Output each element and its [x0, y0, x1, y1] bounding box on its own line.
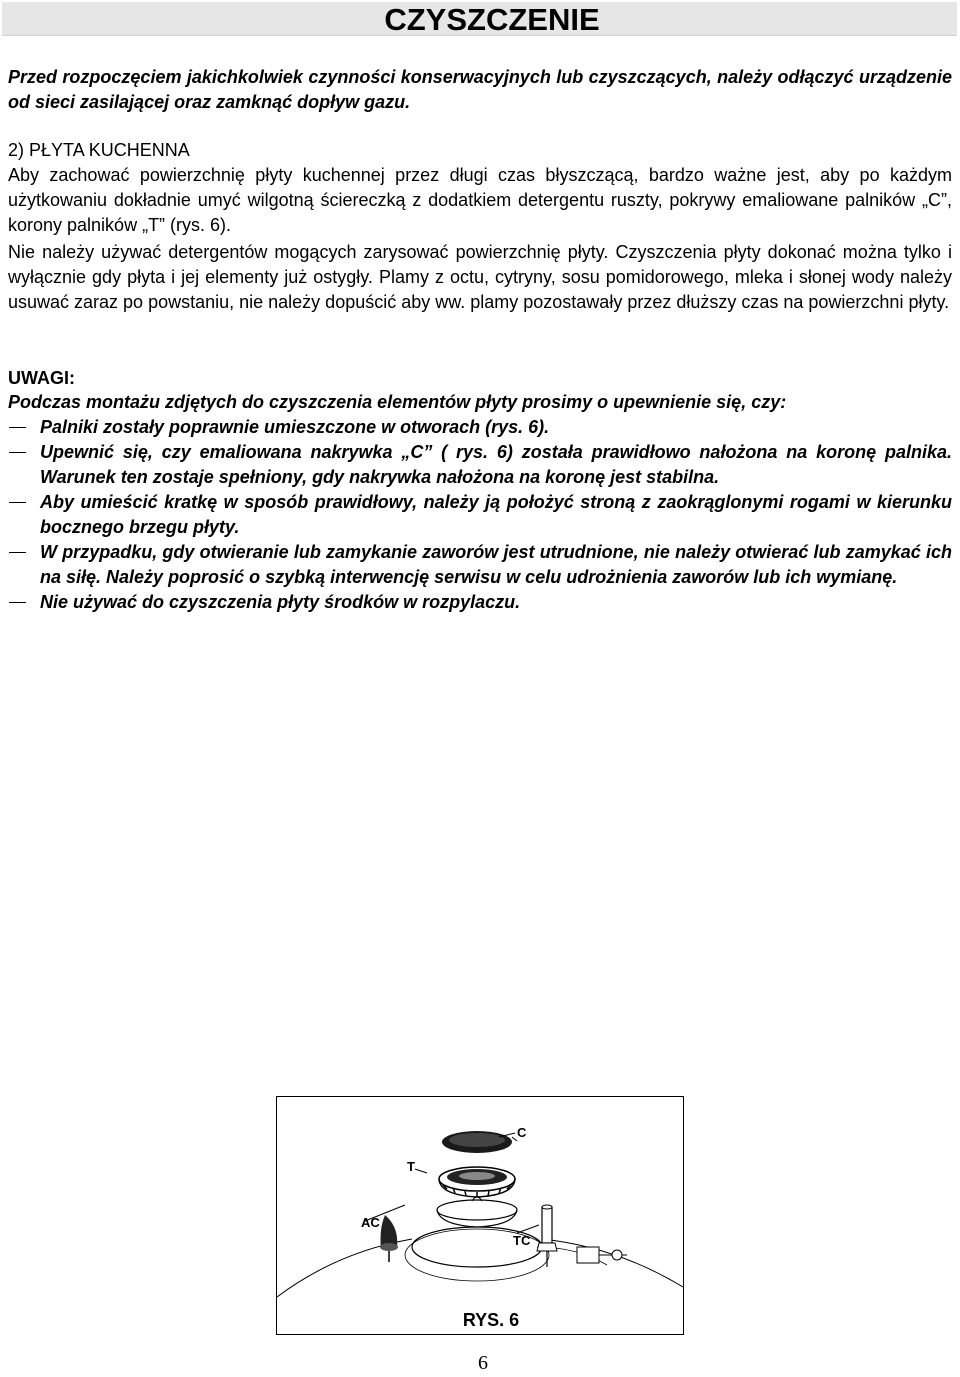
figure-caption: RYS. 6 [462, 1310, 520, 1330]
page-number: 6 [478, 1352, 488, 1374]
cleaning-paragraph-1: Aby zachować powierzchnię płyty kuchennej przez długi czas błyszczącą, bardzo ważne jest, aby po każdym użytkowaniu dokładnie umyć wilgotną ściereczką z dodatkiem detergentu ruszty, pokrywy emaliowane palników „C”, korony palników „T” (rys. 6). [8, 165, 952, 235]
list-item-text: Upewnić się, czy emaliowana nakrywka „C” ( rys. 6) została prawidłowo nałożona na koronę palnika. Warunek ten zostaje spełniony, gdy nakrywka nałożona na koronę jest stabilna. [40, 442, 952, 487]
list-item [8, 440, 952, 490]
notes-list [8, 415, 952, 615]
page-title: CZYSZCZENIE [384, 2, 600, 37]
safety-warning: Przed rozpoczęciem jakichkolwiek czynności konserwacyjnych lub czyszczących, należy odłączyć urządzenie od sieci zasilającej oraz zamknąć dopływ gazu. [8, 67, 952, 112]
burner-crown-t [439, 1167, 515, 1197]
label-tc: TC [513, 1233, 531, 1248]
label-ac: AC [361, 1215, 380, 1230]
list-item [8, 590, 952, 615]
burner-figure [276, 1096, 684, 1335]
hob-plate [277, 1227, 683, 1297]
list-item [8, 415, 952, 440]
title-banner [2, 2, 957, 36]
notes-intro: Podczas montażu zdjętych do czyszczenia elementów płyty prosimy o upewnienie się, czy: [8, 392, 787, 412]
notes-label: UWAGI: [8, 368, 75, 388]
list-item-text: W przypadku, gdy otwieranie lub zamykanie zaworów jest utrudnione, nie należy otwierać lub zamykać ich na siłę. Należy poprosić o szybką interwencję serwisu w celu udrożnienia zaworów lub ich wymianę. [40, 542, 952, 587]
list-item-text: Nie używać do czyszczenia płyty środków w rozpylaczu. [40, 592, 521, 612]
dash-bullet-icon [9, 552, 26, 553]
label-t: T [407, 1159, 415, 1174]
dash-bullet-icon [9, 602, 26, 603]
list-item-text: Palniki zostały poprawnie umieszczone w otworach (rys. 6). [40, 417, 550, 437]
dash-bullet-icon [9, 452, 26, 453]
list-item-text: Aby umieścić kratkę w sposób prawidłowy, należy ją położyć stroną z zaokrąglonymi rogami w kierunku bocznego brzegu płyty. [40, 492, 952, 537]
list-item [8, 540, 952, 590]
cleaning-paragraph-2: Nie należy używać detergentów mogących zarysować powierzchnię płyty. Czyszczenia płyty dokonać można tylko i wyłącznie gdy płyta i jej elementy już ostygły. Plamy z octu, cytryny, sosu pomidorowego, mleka i słonej wody należy usuwać zaraz po powstaniu, nie należy dopuścić aby ww. plamy pozostawały przez dłuższy czas na powierzchni płyty. [8, 242, 952, 312]
list-item [8, 490, 952, 540]
dash-bullet-icon [9, 427, 26, 428]
burner-cap-c [442, 1131, 517, 1153]
burner-diagram [277, 1097, 683, 1334]
section-heading: 2) PŁYTA KUCHENNA [8, 140, 190, 160]
dash-bullet-icon [9, 502, 26, 503]
gas-fitting [577, 1247, 627, 1263]
burner-base [437, 1197, 517, 1227]
label-c: C [517, 1125, 527, 1140]
thermocouple-tc [537, 1205, 557, 1267]
ignition-electrode-ac [365, 1205, 405, 1262]
